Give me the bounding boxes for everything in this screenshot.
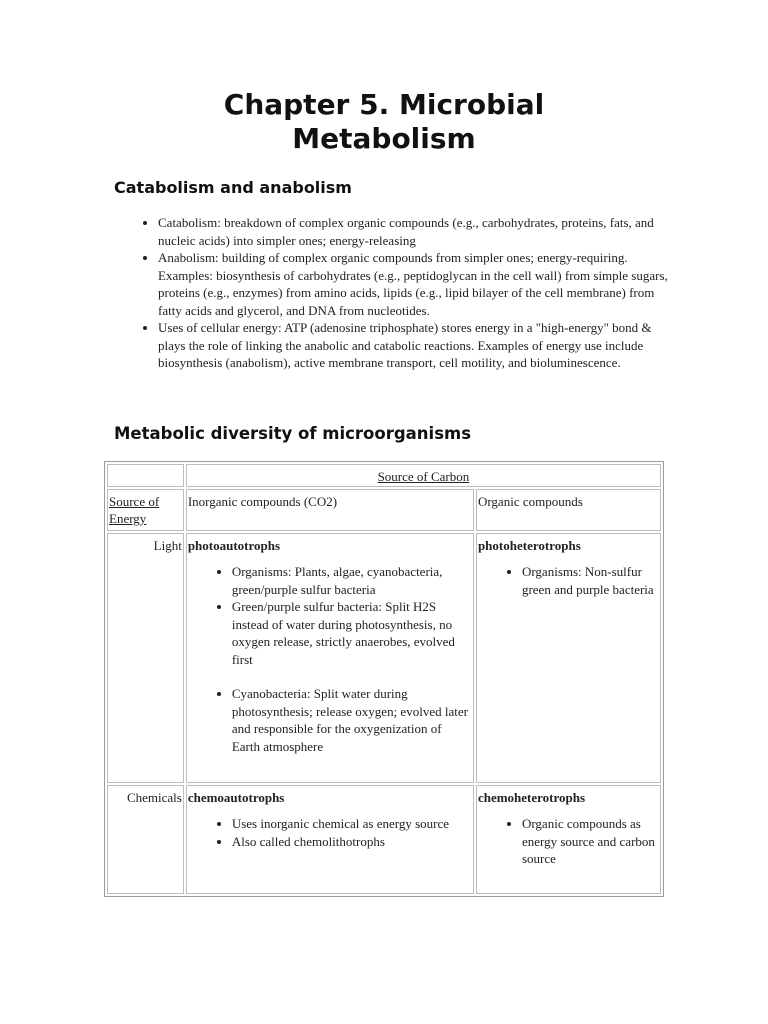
- section-heading-metabolic-diversity: Metabolic diversity of microorganisms: [114, 424, 472, 443]
- list-item: • Green/purple sulfur bacteria: Split H2S instead of water during photosynthesis, no oxygen release, strictly anaerobes, evolved first: [232, 598, 472, 668]
- metabolic-diversity-table: [104, 461, 664, 897]
- section-heading-catabolism: Catabolism and anabolism: [114, 178, 352, 197]
- bullet-anabolism: • Anabolism: building of complex organic compounds from simpler ones; energy-requiring. Examples: biosynthesis of carbohydrates (e.g., peptidoglycan in the cell wall) from simple sugars, proteins (e.g., enzymes) from amino acids, lipids (e.g., lipid bilayer of the cell membrane) from fatty acids and glycerol, and DNA from nucleotides.: [158, 249, 678, 319]
- catabolism-bullet-list: [140, 214, 678, 372]
- type-title-photoautotrophs: photoautotrophs: [187, 537, 281, 553]
- table-row-carbon-header: [107, 464, 661, 487]
- table-row-light: [107, 533, 661, 783]
- type-title-chemoheterotrophs: chemoheterotrophs: [477, 789, 586, 805]
- bullet-catabolism: • Catabolism: breakdown of complex organic compounds (e.g., carbohydrates, proteins, fats, and nucleic acids) into simpler ones; energy-releasing: [158, 214, 678, 249]
- table-cell: [186, 533, 474, 783]
- table-cell: [476, 533, 661, 783]
- list-item: • Uses inorganic chemical as energy source: [232, 815, 472, 833]
- page-title: [100, 88, 668, 156]
- list-photoautotrophs-continued: [188, 685, 472, 755]
- row-label-light: Light: [107, 533, 184, 783]
- list-photoautotrophs: [188, 563, 472, 668]
- row-label-chemicals: Chemicals: [107, 785, 184, 894]
- type-title-chemoautotrophs: chemoautotrophs: [187, 789, 285, 805]
- list-item: • Organisms: Non-sulfur green and purple bacteria: [522, 563, 659, 598]
- source-of-energy-label: Source of Energy: [109, 493, 160, 526]
- table-header-cell: Organic compounds: [476, 489, 661, 531]
- table-row-column-headers: [107, 489, 661, 531]
- type-title-photoheterotrophs: photoheterotrophs: [477, 537, 581, 553]
- list-item: • Cyanobacteria: Split water during photosynthesis; release oxygen; evolved later and responsible for the oxygenization of Earth atmosphere: [232, 685, 472, 755]
- bullet-cellular-energy: • Uses of cellular energy: ATP (adenosine triphosphate) stores energy in a "high-energy" bond & plays the role of linking the anabolic and catabolic reactions. Examples of energy use include biosynthesis (anabolism), active membrane transport, cell motility, and bioluminescence.: [158, 319, 678, 372]
- title-line-2: Metabolism: [292, 122, 476, 155]
- table-corner-cell: [107, 464, 184, 487]
- list-chemoautotrophs: [188, 815, 472, 850]
- table-header-cell: [107, 489, 184, 531]
- table-cell: [476, 785, 661, 894]
- table-header-cell: Inorganic compounds (CO2): [186, 489, 474, 531]
- list-chemoheterotrophs: [478, 815, 659, 868]
- title-line-1: Chapter 5. Microbial: [223, 88, 545, 121]
- list-item: • Organisms: Plants, algae, cyanobacteria, green/purple sulfur bacteria: [232, 563, 472, 598]
- list-photoheterotrophs: [478, 563, 659, 598]
- table-cell: [186, 785, 474, 894]
- spacer: [188, 668, 472, 685]
- list-item: • Also called chemolithotrophs: [232, 833, 472, 851]
- table-row-chemicals: [107, 785, 661, 894]
- table-header-cell: [186, 464, 661, 487]
- source-of-carbon-label: Source of Carbon: [377, 469, 470, 484]
- list-item: • Organic compounds as energy source and carbon source: [522, 815, 659, 868]
